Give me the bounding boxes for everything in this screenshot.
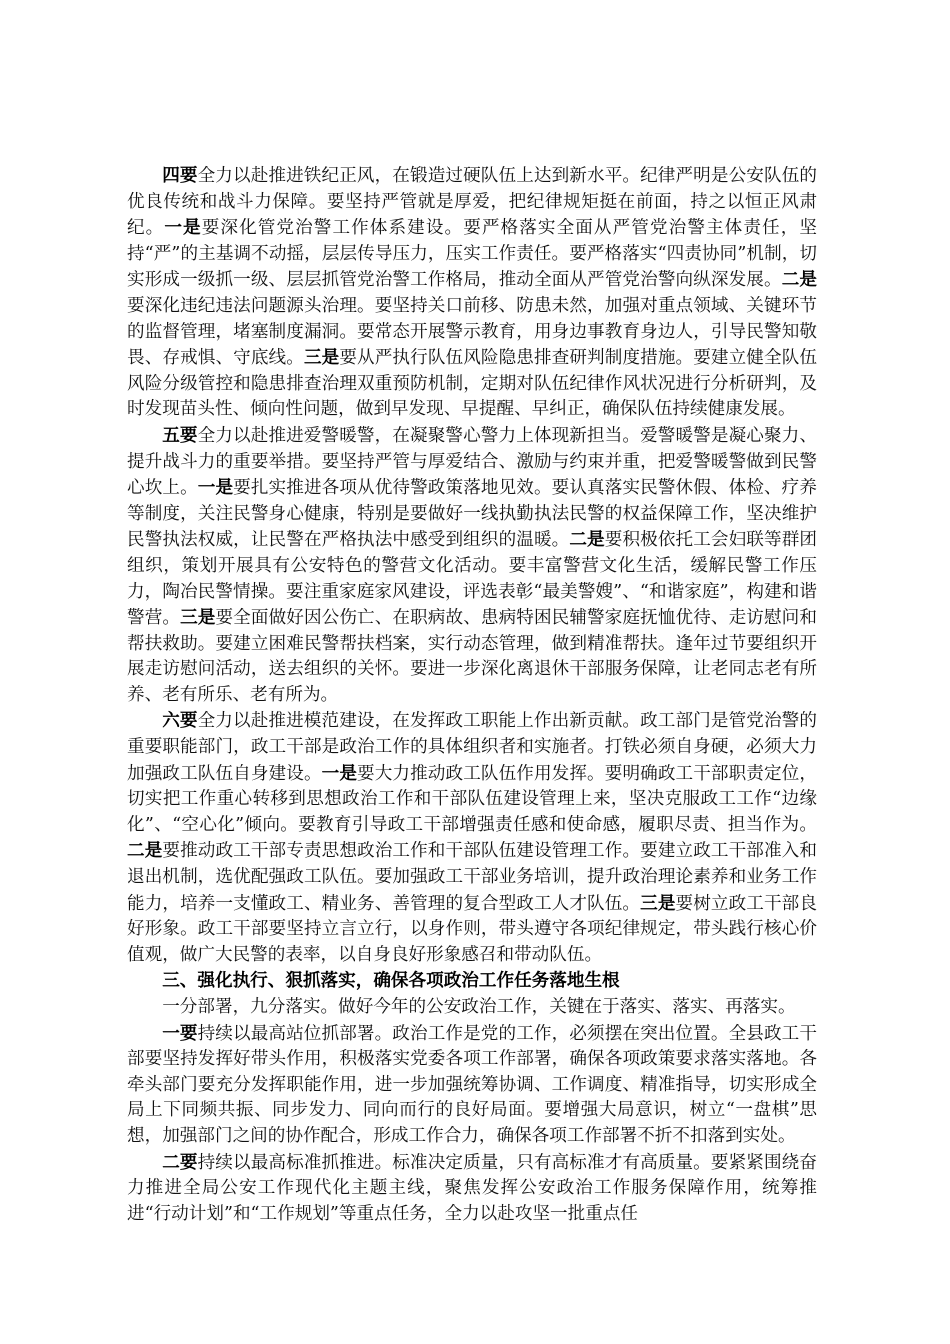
- bold-run: 一要: [162, 1022, 198, 1044]
- bold-run: 三是: [640, 892, 676, 914]
- text-run: 要大力推动政工队伍作用发挥。要明确政工干部职责定位，切实把工作重心转移到思想政治工作和干部队伍建设管理上来，坚决克服政工工作“边缘化”、“空心化”倾向。要教育引导政工干部增强责任感和使命感，履职尽责、担当作为。: [127, 763, 817, 835]
- bold-run: 三是: [303, 347, 340, 369]
- text-run: 要从严执行队伍风险隐患排查研判制度措施。要建立健全队伍风险分级管控和隐患排查治理双重预防机制，定期对队伍纪律作风状况进行分析研判，及时发现苗头性、倾向性问题，做到早发现、早提醒、早纠正，确保队伍持续健康发展。: [127, 348, 817, 420]
- bold-run: 二是: [569, 529, 605, 551]
- text-run: 一分部署，九分落实。做好今年的公安政治工作，关键在于落实、落实、再落实。: [162, 997, 796, 1017]
- document-body: [127, 163, 817, 1227]
- bold-run: 六要: [162, 710, 198, 732]
- text-run: 要积极依托工会妇联等群团组织，策划开展具有公安特色的警营文化活动。要丰富警营文化生活，缓解民警工作压力，陶冶民警情操。要注重家庭家风建设，评选表彰“最美警嫂”、“和谐家庭”，构建和谐警营。: [127, 530, 817, 629]
- bold-run: 四要: [162, 165, 198, 186]
- bold-run: 一是: [197, 477, 234, 499]
- bold-run: 五要: [162, 424, 198, 446]
- paragraph-sixth-requirement: [127, 708, 817, 968]
- text-run: 全力以赴推进铁纪正风，在锻造过硬队伍上达到新水平。纪律严明是公安队伍的优良传统和战斗力保障。要坚持严管就是厚爱，把纪律规矩挺在前面，持之以恒正风肃纪。: [127, 166, 817, 239]
- paragraph-first-requirement: [127, 1021, 817, 1150]
- text-run: 要树立政工干部良好形象。政工干部要坚持立言立行，以身作则，带头遵守各项纪律规定，带头践行核心价值观，做广大民警的表率，以自身良好形象感召和带动队伍。: [127, 893, 817, 965]
- paragraph-second-requirement: [127, 1150, 817, 1228]
- paragraph-fourth-requirement: [127, 163, 817, 423]
- bold-run: 三是: [180, 607, 216, 629]
- section-heading-three: [127, 968, 817, 995]
- paragraph-intro-implementation: [127, 995, 817, 1021]
- paragraph-fifth-requirement: [127, 423, 817, 709]
- bold-run: 一是: [164, 217, 202, 239]
- bold-run: 二是: [127, 840, 163, 862]
- text-run: 全力以赴推进模范建设，在发挥政工职能上作出新贡献。政工部门是管党治警的重要职能部门，政工干部是政治工作的具体组织者和实施者。打铁必须自身硬，必须大力加强政工队伍自身建设。: [127, 711, 817, 784]
- text-run: 持续以最高站位抓部署。政治工作是党的工作，必须摆在突出位置。全县政工干部要坚持发挥好带头作用，积极落实党委各项工作部署，确保各项政策要求落实落地。各牵头部门要充分发挥职能作用，进一步加强统筹协调、工作调度、精准指导，切实形成全局上下同频共振、同步发力、同向而行的良好局面。要增强大局意识，树立“一盘棋”思想，加强部门之间的协作配合，形成工作合力，确保各项工作部署不折不扣落到实处。: [127, 1023, 817, 1146]
- text-run: 要深化管党治警工作体系建设。要严格落实全面从严管党治警主体责任，坚持“严”的主基调不动摇，层层传导压力，压实工作责任。要严格落实“四责协同”机制，切实形成一级抓一级、层层抓管党治警工作格局，推动全面从严管党治警向纵深发展。: [127, 218, 817, 291]
- text-run: 要推动政工干部专责思想政治工作和干部队伍建设管理工作。要建立政工干部准入和退出机制，选优配强政工队伍。要加强政工干部业务培训，提升政治理论素养和业务工作能力，培养一支懂政工、精业务、善管理的复合型政工人才队伍。: [127, 841, 817, 914]
- text-run: 持续以最高标准抓推进。标准决定质量，只有高标准才有高质量。要紧紧围绕奋力推进全局公安工作现代化主题主线，聚焦发挥公安政治工作服务保障作用，统筹推进“行动计划”和“工作规划”等重点任务，全力以赴攻坚一批重点任: [127, 1152, 817, 1224]
- bold-run: 三、强化执行、狠抓落实，确保各项政治工作任务落地生根: [162, 970, 620, 992]
- bold-run: 二要: [162, 1151, 198, 1173]
- text-run: 全力以赴推进爱警暖警，在凝聚警心警力上体现新担当。爱警暖警是凝心聚力、提升战斗力的重要举措。要坚持严管与厚爱结合、激励与约束并重，把爱警暖警做到民警心坎上。: [127, 425, 817, 499]
- bold-run: 二是: [781, 269, 817, 291]
- text-run: 要扎实推进各项从优待警政策落地见效。要认真落实民警休假、体检、疗养等制度，关注民警身心健康，特别是要做好一线执勤执法民警的权益保障工作，坚决维护民警执法权威，让民警在严格执法中感受到组织的温暖。: [127, 478, 817, 551]
- text-run: 要全面做好因公伤亡、在职病故、患病特困民辅警家庭抚恤优待、走访慰问和帮扶救助。要建立困难民警帮扶档案，实行动态管理，做到精准帮扶。逢年过节要组织开展走访慰问活动，送去组织的关怀。要进一步深化离退休干部服务保障，让老同志老有所养、老有所乐、老有所为。: [127, 608, 817, 705]
- bold-run: 一是: [321, 762, 358, 784]
- text-run: 要深化违纪违法问题源头治理。要坚持关口前移、防患未然，加强对重点领域、关键环节的监督管理，堵塞制度漏洞。要常态开展警示教育，用身边事教育身边人，引导民警知敬畏、存戒惧、守底线。: [127, 295, 817, 369]
